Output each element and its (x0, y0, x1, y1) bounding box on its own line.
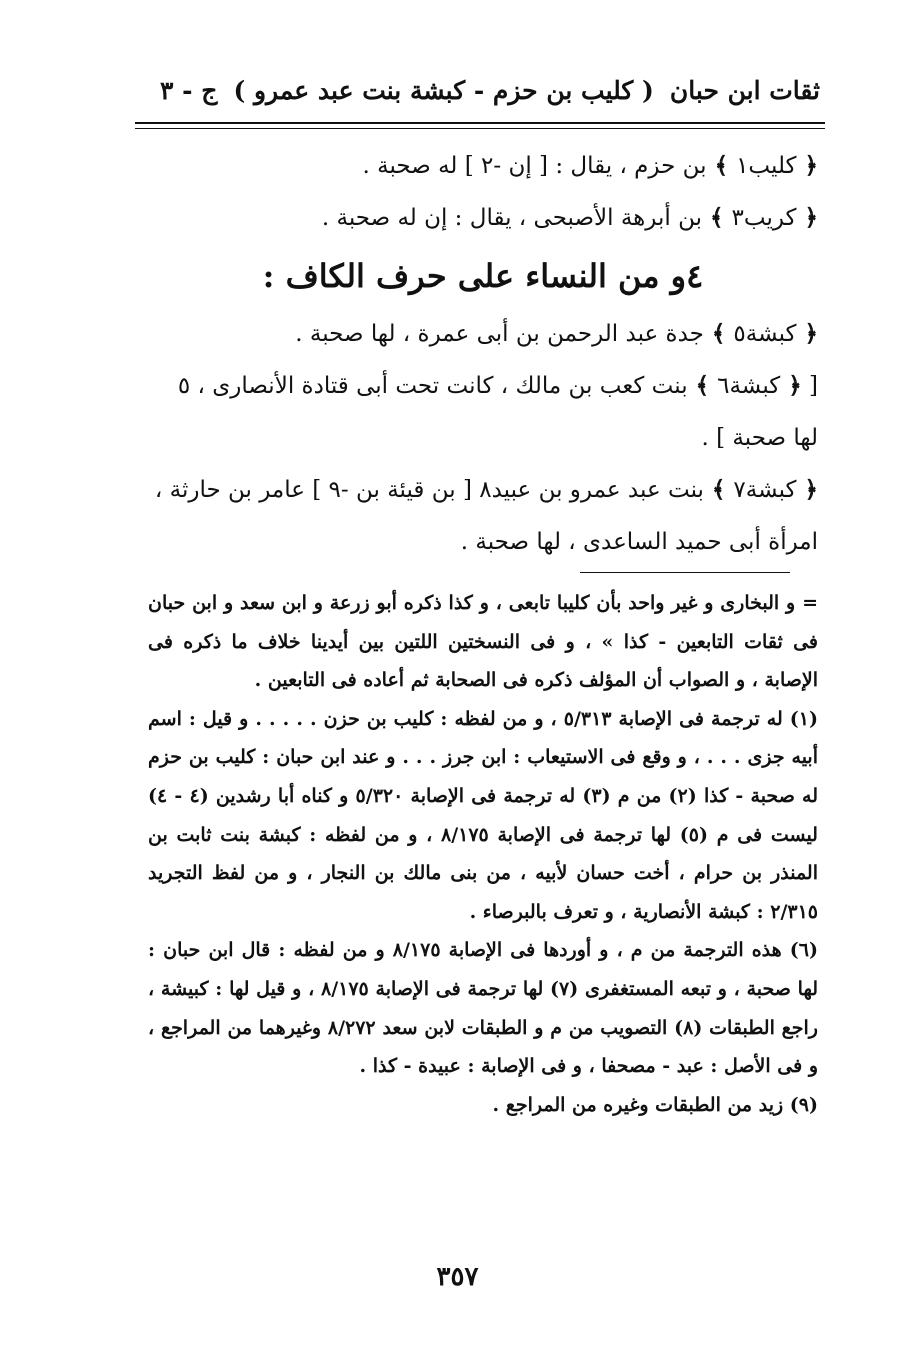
footnote: (٩) زيد من الطبقات وغيره من المراجع . (492, 1093, 818, 1116)
entry: [ ﴿ كبشة٦ ﴾ بنت كعب بن مالك ، كانت تحت أبى قتادة الأنصارى ، ٥ لها صحبة ] . (177, 372, 818, 451)
entry-name: كريب٣ (731, 205, 797, 231)
main-text (148, 140, 818, 568)
header-rule-thin (135, 128, 825, 129)
section-range: ( كليب بن حزم - كبشة بنت عبد عمرو ) (233, 75, 654, 105)
entry: ﴿ كبشة٥ ﴾ جدة عبد الرحمن بن أبى عمرة ، لها صحبة . (295, 320, 818, 347)
entry-name: كبشة٦ (717, 373, 781, 399)
entry-name: كليب١ (736, 153, 797, 179)
section-heading: ٤و من النساء على حرف الكاف : (262, 257, 704, 295)
entry-name: كبشة٥ (733, 321, 797, 347)
entry: ﴿ كليب١ ﴾ بن حزم ، يقال : [ إن -٢ ] له صحبة . (362, 152, 818, 179)
entry-text: بن حزم ، يقال : [ إن -٢ ] له صحبة . (362, 153, 707, 179)
footnote: (٦) هذه الترجمة من م ، و أوردها فى الإصابة ٨/١٧٥ و من لفظه : قال ابن حبان : لها صحبة ، و تبعه المستغفرى (٧) لها ترجمة فى الإصابة ٨/١٧٥ ، و قيل لها : كبيشة ، راجع الطبقات (٨) التصويب من م و الطبقات لابن سعد ٨/٢٧٢ وغيرهما من المراجع ، و فى الأصل : عبد - مصحفا ، و فى الإصابة : عبيدة - كذا . (148, 939, 818, 1078)
entry: ﴿ كريب٣ ﴾ بن أبرهة الأصبحى ، يقال : إن له صحبة . (321, 204, 818, 231)
entry: ﴿ كبشة٧ ﴾ بنت عبد عمرو بن عبيد٨ [ بن قيئة بن -٩ ] عامر بن حارثة ، امرأة أبى حميد الساعدى ، لها صحبة . (154, 476, 818, 555)
entry-text: بنت عبد عمرو بن عبيد٨ [ بن قيئة بن -٩ ] عامر بن حارثة ، امرأة أبى حميد الساعدى ، لها صحبة . (154, 477, 818, 555)
footnote: = و البخارى و غير واحد بأن كليبا تابعى ، و كذا ذكره أبو زرعة و ابن سعد و ابن حبان فى ثقات التابعين - كذا » ، و فى النسختين اللتين بين أيدينا خلاف ما ذكره فى الإصابة ، و الصواب أن المؤلف ذكره فى الصحابة ثم أعاده فى التابعين . (148, 592, 818, 692)
header-rule (135, 122, 825, 124)
footnote-divider (580, 572, 790, 573)
book-title: ثقات ابن حبان (669, 75, 820, 105)
footnotes (148, 584, 818, 1124)
entry-name: كبشة٧ (733, 477, 797, 503)
entry-text: بن أبرهة الأصبحى ، يقال : إن له صحبة . (321, 205, 703, 231)
entry-text: جدة عبد الرحمن بن أبى عمرة ، لها صحبة . (295, 321, 704, 347)
entry-text: بنت كعب بن مالك ، كانت تحت أبى قتادة الأنصارى ، ٥ لها صحبة ] . (177, 373, 818, 451)
volume-label: ج - ٣ (160, 75, 218, 105)
running-header (160, 70, 820, 110)
footnote: (١) له ترجمة فى الإصابة ٥/٣١٣ ، و من لفظه : كليب بن حزن . . . . . و قيل : اسم أبيه جزى . . . ، و وقع فى الاستيعاب : ابن جرز . . . و عند ابن حبان : كليب بن حزم له صحبة - كذا (٢) من م (٣) له ترجمة فى الإصابة ٥/٣٢٠ و كناه أبا رشدين (٤ - ٤) ليست فى م (٥) لها ترجمة فى الإصابة ٨/١٧٥ ، و من لفظه : كبشة بنت ثابت بن المنذر بن حرام ، أخت حسان لأبيه ، من بنى مالك بن النجار ، و من لفظ التجريد ٢/٣١٥ : كبشة الأنصارية ، و تعرف بالبرصاء . (148, 707, 818, 923)
page-number: ٣٥٧ (436, 1262, 479, 1292)
